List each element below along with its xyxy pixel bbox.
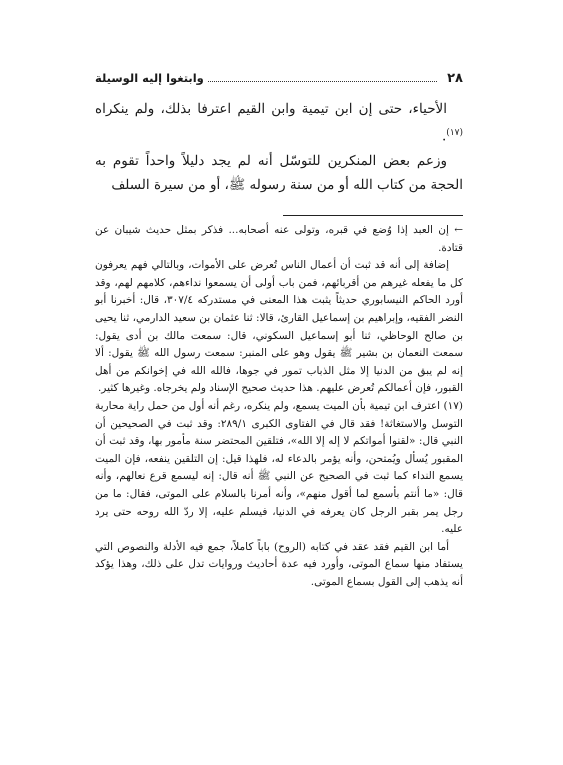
footnote-17-label: (١٧) bbox=[443, 399, 463, 412]
paragraph-1-end: . bbox=[442, 128, 447, 144]
main-paragraph-2 bbox=[95, 150, 463, 197]
running-title: وابتغوا إليه الوسيلة bbox=[95, 71, 204, 85]
footnote-paragraph-b: أما ابن القيم فقد عقد في كتابه (الروح) باباً كاملاً، جمع فيه الأدلة والنصوص التي يستفاد منها سماع الموتى، وأورد فيه عدة أحاديث وروايات تدل على ذلك، وهذا يؤكد أنه يذهب إلى القول بسماع الموتى. bbox=[95, 540, 463, 588]
footnote-17-text: اعترف ابن تيمية بأن الميت يسمع، ولم ينكره، رغم أنه أول من حمل راية محاربة التوسل والاستغاثة! فقد قال في الفتاوى الكبرى ٢٨٩/١: وقد ثبت في الصحيحين أن النبي قال: «لقنوا أمواتكم لا إله إلا الله»، فتلقين المحتضر سنة مأمور بها، وقد ثبت أن المقبور يُسأل ويُمتحن، وأنه يؤمر بالدعاء له، فلهذا قيل: إن التلقين ينفعه، فإن الميت يسمع النداء كما ثبت في الصحيح عن النبي ﷺ أنه قال: إنه ليسمع قرع نعالهم، وأنه قال: «ما أنتم بأسمع لما أقول منهم»، وأنه أمرنا بالسلام على الموتى، فقال: ما من رجل يمر بقبر الرجل كان يعرفه في الدنيا، فيسلم عليه، إلا ردّ الله روحه حتى يرد عليه. bbox=[95, 399, 463, 536]
running-header bbox=[95, 68, 463, 88]
footnote-paragraph-a: إضافة إلى أنه قد ثبت أن أعمال الناس تُعرض على الأموات، وبالتالي فهم يعرفون كل ما يفعله غيرهم من أقربائهم، فمن باب أولى أن يسمعوا نداءهم، كلامهم لهم، وقد أورد الحاكم النيسابوري حديثاً يثبت هذا المعنى في مستدركه ٣٠٧/٤، قال: أخبرنا أبو النضر الفقيه، وإبراهيم بن إسماعيل القارئ، قالا: ثنا عثمان بن سعيد الدارمي، ثنا يحيى بن صالح الوحاظي، ثنا أبو إسماعيل السكوني، قال: سمعت مالك بن أدى يقول: سمعت النعمان بن بشير ﷺ يقول وهو على المنبر: سمعت رسول الله ﷺ يقول: ألا إنه لم يبق من الدنيا إلا مثل الذباب تمور في جوها، فالله الله في إخوانكم من أهل القبور، فإن أعمالكم تُعرض عليهم. هذا حديث صحيح الإسناد ولم يخرجاه. وغيرها كثير. bbox=[95, 259, 463, 395]
footnote-marker-17: (١٧) bbox=[446, 127, 463, 138]
footnote-17 bbox=[95, 398, 463, 539]
footnotes bbox=[95, 222, 463, 591]
footnote-continuation: ← إن العبد إذا وُضع في قبره، وتولى عنه أصحابه... فذكر بمثل حديث شيبان عن قتادة. bbox=[95, 224, 463, 254]
leader-dots bbox=[208, 81, 437, 82]
paragraph-1-text: الأحياء، حتى إن ابن تيمية وابن القيم اعترفا بذلك، ولم ينكراه bbox=[95, 101, 447, 117]
paragraph-2-text: وزعم بعض المنكرين للتوسّل أنه لم يجد دليلاً واحداً تقوم به الحجة من كتاب الله أو من سنة رسوله ﷺ، أو من سيرة السلف bbox=[95, 153, 463, 193]
page-number: ٢٨ bbox=[447, 70, 463, 86]
footnote-separator bbox=[283, 215, 463, 216]
main-paragraph-1 bbox=[95, 98, 463, 149]
